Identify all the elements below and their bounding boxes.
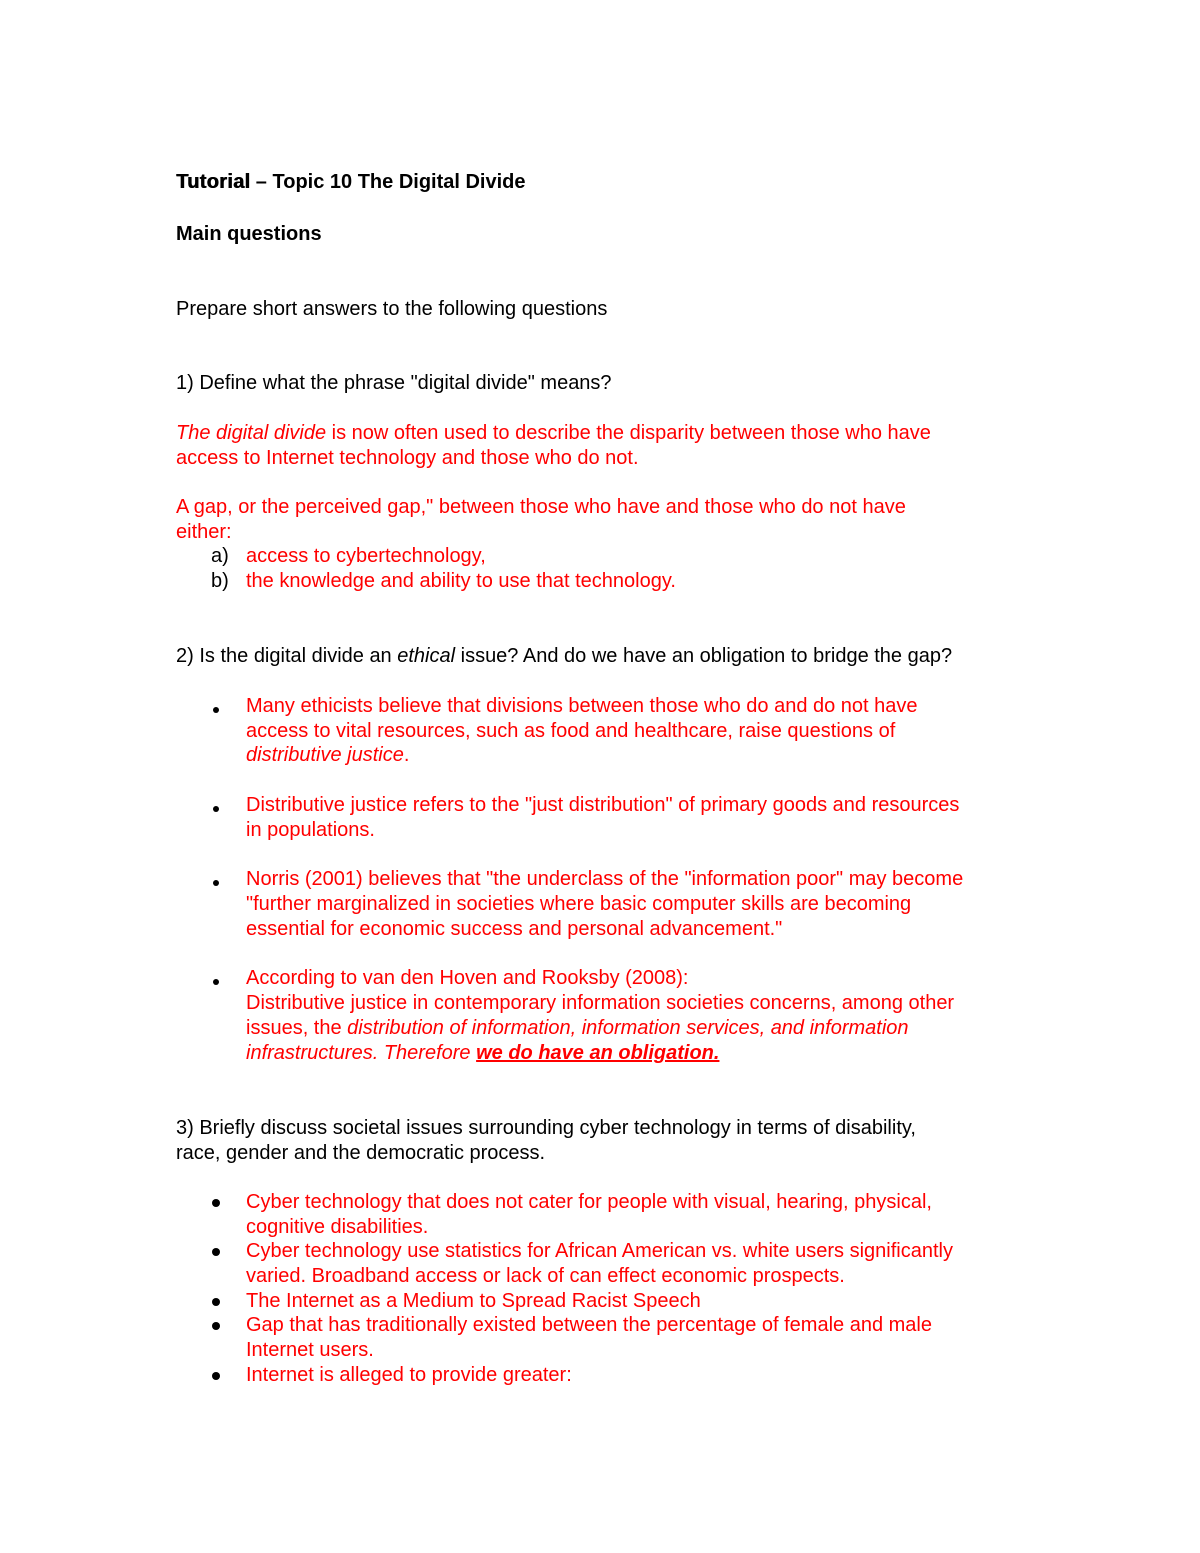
q2-b4-line4 [246,1041,719,1066]
q3-b5: Internet is alleged to provide greater: [246,1364,572,1386]
q2-b1-period: . [403,744,410,766]
q1-term-digital-divide: The digital divide [176,422,327,444]
q1-item-b-text: the knowledge and ability to use that technology. [246,570,676,592]
q2-obligation-emphasis: we do have an obligation. [476,1042,720,1064]
q1-answer-p1-line1 [176,421,931,446]
q1-question: 1) Define what the phrase "digital divide" means? [176,372,612,394]
intro-text: Prepare short answers to the following questions [176,298,608,320]
q2-question-start: 2) Is the digital divide an [176,645,398,667]
bullet-icon [212,1372,220,1380]
bullet-icon [212,1298,220,1306]
q1-item-a-label: a) [211,545,229,567]
q2-b2-line1: Distributive justice refers to the "just distribution" of primary goods and resources [246,794,960,816]
title-dash: – [250,171,273,193]
bullet-icon [212,1199,220,1207]
q2-b1-line3 [246,743,409,768]
q1-answer-p2-line2: either: [176,521,232,543]
q2-b1-line2: access to vital resources, such as food and healthcare, raise questions of [246,720,896,742]
bullet-icon [213,880,219,886]
title-topic: Topic 10 The Digital Divide [272,171,526,193]
q3-b3: The Internet as a Medium to Spread Racist Speech [246,1290,701,1312]
title-tutorial: Tutorial [176,171,251,193]
bullet-icon [213,806,219,812]
main-questions-heading: Main questions [176,223,322,245]
q2-b2-line2: in populations. [246,819,375,841]
q3-b2-line1: Cyber technology use statistics for African American vs. white users significantly [246,1240,953,1262]
q3-b2-line2: varied. Broadband access or lack of can effect economic prospects. [246,1265,845,1287]
q2-question-ethical: ethical [397,645,456,667]
bullet-icon [212,1248,220,1256]
q1-answer-p1-line2: access to Internet technology and those who do not. [176,447,639,469]
q3-b1-line1: Cyber technology that does not cater for people with visual, hearing, physical, [246,1191,932,1213]
q2-b4-line2: Distributive justice in contemporary information societies concerns, among other [246,992,955,1014]
q2-question-end: issue? And do we have an obligation to bridge the gap? [455,645,953,667]
q3-question-line1: 3) Briefly discuss societal issues surrounding cyber technology in terms of disability, [176,1117,916,1139]
q1-answer-p2-line1: A gap, or the perceived gap," between those who have and those who do not have [176,496,906,518]
q2-b4-line3-italic: distribution of information, information services, and information [347,1017,909,1039]
q1-item-a-text: access to cybertechnology, [246,545,486,567]
q3-b4-line2: Internet users. [246,1339,374,1361]
q2-b1-line1: Many ethicists believe that divisions between those who do and do not have [246,695,918,717]
bullet-icon [213,979,219,985]
q2-question [176,644,952,669]
bullet-icon [212,1322,220,1330]
q2-b4-line3 [246,1016,909,1041]
q1-item-b-label: b) [211,570,229,592]
q3-question-line2: race, gender and the democratic process. [176,1142,546,1164]
q2-term-distributive-justice: distributive justice [246,744,404,766]
q2-b3-line2: "further marginalized in societies where basic computer skills are becoming [246,893,912,915]
q2-b4-line3-start: issues, the [246,1017,348,1039]
document-title [176,170,526,195]
q2-b3-line3: essential for economic success and personal advancement." [246,918,783,940]
q1-answer-p1-line1-text: is now often used to describe the disparity between those who have [326,422,931,444]
q3-b1-line2: cognitive disabilities. [246,1216,429,1238]
q3-b4-line1: Gap that has traditionally existed between the percentage of female and male [246,1314,932,1336]
bullet-icon [213,707,219,713]
q2-b3-line1: Norris (2001) believes that "the underclass of the "information poor" may become [246,868,964,890]
q2-b4-line1: According to van den Hoven and Rooksby (2008): [246,967,689,989]
q2-b4-line4-italic: infrastructures. Therefore [246,1042,477,1064]
